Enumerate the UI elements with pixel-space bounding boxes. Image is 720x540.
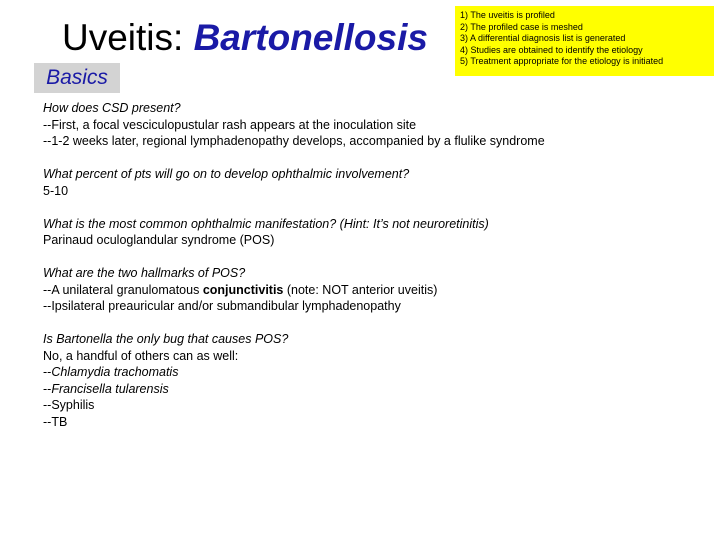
question: What percent of pts will go on to develop ophthalmic involvement? (43, 167, 410, 181)
answer: 5-10 (43, 183, 69, 198)
organism-name: Chlamydia trachomatis (51, 365, 179, 379)
organism-item: --Syphilis (43, 398, 95, 412)
answer: Parinaud oculoglandular syndrome (POS) (43, 233, 275, 247)
answer: No, a handful of others can as well: (43, 348, 239, 363)
note-item: 1) The uveitis is profiled (460, 10, 555, 20)
note-item: 5) Treatment appropriate for the etiology is initiated (460, 56, 664, 67)
answer-emphasis: conjunctivitis (202, 282, 284, 297)
question: Is Bartonella the only bug that causes POS? (43, 332, 289, 346)
list-dash: -- (43, 381, 52, 396)
question: What is the most common ophthalmic manifestation? (Hint: It’s not neuroretinitis) (43, 216, 489, 231)
question: What are the two hallmarks of POS? (43, 266, 246, 280)
title-prefix: Uveitis: (62, 17, 194, 58)
organism-item (43, 364, 713, 381)
note-item: 3) A differential diagnosis list is generated (460, 33, 626, 44)
note-item: 4) Studies are obtained to identify the etiology (460, 44, 643, 55)
slide-title (62, 18, 428, 59)
answer: --First, a focal vesciculopustular rash appears at the inoculation site (43, 117, 417, 132)
organism-item: --TB (43, 414, 68, 429)
answer-text: --A unilateral granulomatous (43, 282, 203, 297)
answer (43, 282, 713, 299)
qa-block (43, 216, 713, 249)
answer: --Ipsilateral preauricular and/or submandibular lymphadenopathy (43, 299, 401, 313)
answer-text: (note: NOT anterior uveitis) (283, 282, 438, 297)
qa-block (43, 100, 713, 150)
qa-block (43, 265, 713, 315)
title-accent: Bartonellosis (193, 17, 428, 58)
section-badge: Basics (34, 63, 120, 93)
question: How does CSD present? (43, 101, 181, 115)
organism-name: Francisella tularensis (51, 381, 169, 396)
qa-block (43, 166, 713, 199)
answer: --1-2 weeks later, regional lymphadenopathy develops, accompanied by a flulike syndrome (43, 134, 545, 148)
qa-block (43, 331, 713, 430)
organism-item (43, 381, 713, 398)
process-note (455, 6, 714, 76)
note-item: 2) The profiled case is meshed (460, 21, 583, 32)
qa-content (43, 100, 713, 447)
list-dash: -- (43, 365, 52, 379)
